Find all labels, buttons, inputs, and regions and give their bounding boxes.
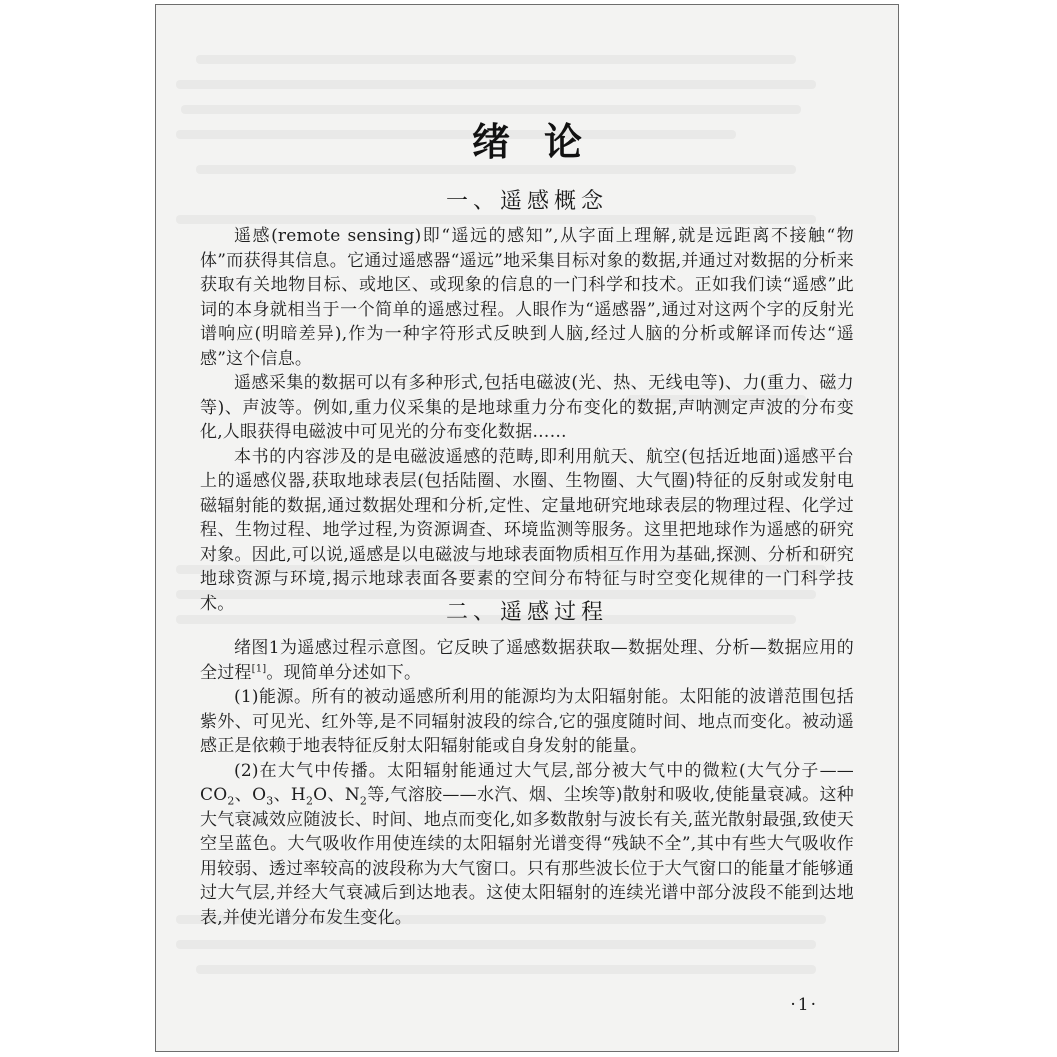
section-heading-concept: 一、遥感概念 — [445, 189, 608, 214]
paragraph: 遥感(remote sensing)即“遥远的感知”,从字面上理解,就是远距离不接触“物体”而获得其信息。它通过遥感器“遥远”地采集目标对象的数据,并通过对数据的分析来获取有关地物目标、或地区、或现象的信息的一门科学和技术。正如我们读“遥感”此词的本身就相当于一个简单的遥感过程。人眼作为“遥感器”,通过对这两个字的反射光谱响应(明暗差异),作为一种字符形式反映到人脑,经过人脑的分析或解译而传达“遥感”这个信息。 — [200, 226, 854, 369]
page-number: ·1· — [790, 995, 818, 1015]
paragraph: (1)能源。所有的被动遥感所利用的能源均为太阳辐射能。太阳能的波谱范围包括紫外、可见光、红外等,是不同辐射波段的综合,它的强度随时间、地点而变化。被动遥感正是依赖于地表特征反射太阳辐射能或自身发射的能量。 — [200, 687, 854, 756]
paragraph-text: 等,气溶胶——水汽、烟、尘埃等)散射和吸收,使能量衰减。这种大气衰减效应随波长、时间、地点而变化,如多数散射与波长有关,蓝光散射最强,致使天空呈蓝色。大气吸收作用使连续的太阳辐射光谱变得“残缺不全”,其中有些大气吸收作用较弱、透过率较高的波段称为大气窗口。只有那些波长位于大气窗口的能量才能够通过大气层,并经大气衰减后到达地表。这使太阳辐射的连续光谱中部分波段不能到达地表,并使光谱分布发生变化。 — [200, 785, 855, 928]
subscript: 2 — [305, 794, 314, 808]
section-concept-body — [200, 224, 854, 616]
paragraph-text: 、H — [273, 785, 306, 805]
paragraph-text: 绪图1为遥感过程示意图。它反映了遥感数据获取—数据处理、分析—数据应用的全过程 — [200, 638, 854, 683]
section-process-body — [200, 636, 854, 930]
chapter-title: 绪论 — [471, 120, 616, 164]
paragraph-text: 。现简单分述如下。 — [266, 662, 422, 683]
section-heading-process: 二、遥感过程 — [445, 600, 608, 625]
book-page — [155, 4, 899, 1052]
paragraph-text: 、O — [234, 785, 267, 805]
subscript: 3 — [266, 794, 274, 808]
paragraph — [200, 759, 854, 931]
paragraph: 本书的内容涉及的是电磁波遥感的范畴,即利用航天、航空(包括近地面)遥感平台上的遥感仪器,获取地球表层(包括陆圈、水圈、生物圈、大气圈)特征的反射或发射电磁辐射能的数据,通过数据处理和分析,定性、定量地研究地球表层的物理过程、化学过程、生物过程、地学过程,为资源调查、环境监测等服务。这里把地球作为遥感的研究对象。因此,可以说,遥感是以电磁波与地球表面物质相互作用为基础,探测、分析和研究地球资源与环境,揭示地球表面各要素的空间分布特征与时空变化规律的一门科学技术。 — [200, 446, 854, 614]
paragraph-text: O、N — [313, 785, 360, 805]
citation-ref: [1] — [251, 662, 267, 674]
paragraph — [200, 636, 854, 685]
subscript: 2 — [359, 794, 368, 808]
paragraph: 遥感采集的数据可以有多种形式,包括电磁波(光、热、无线电等)、力(重力、磁力等)、声波等。例如,重力仪采集的是地球重力分布变化的数据,声呐测定声波的分布变化,人眼获得电磁波中可见光的分布变化数据…… — [200, 373, 854, 442]
subscript: 2 — [227, 794, 235, 808]
paragraph-text: (2)在大气中传播。太阳辐射能通过大气层,部分被大气中的微粒(大气分子——CO — [200, 760, 854, 805]
